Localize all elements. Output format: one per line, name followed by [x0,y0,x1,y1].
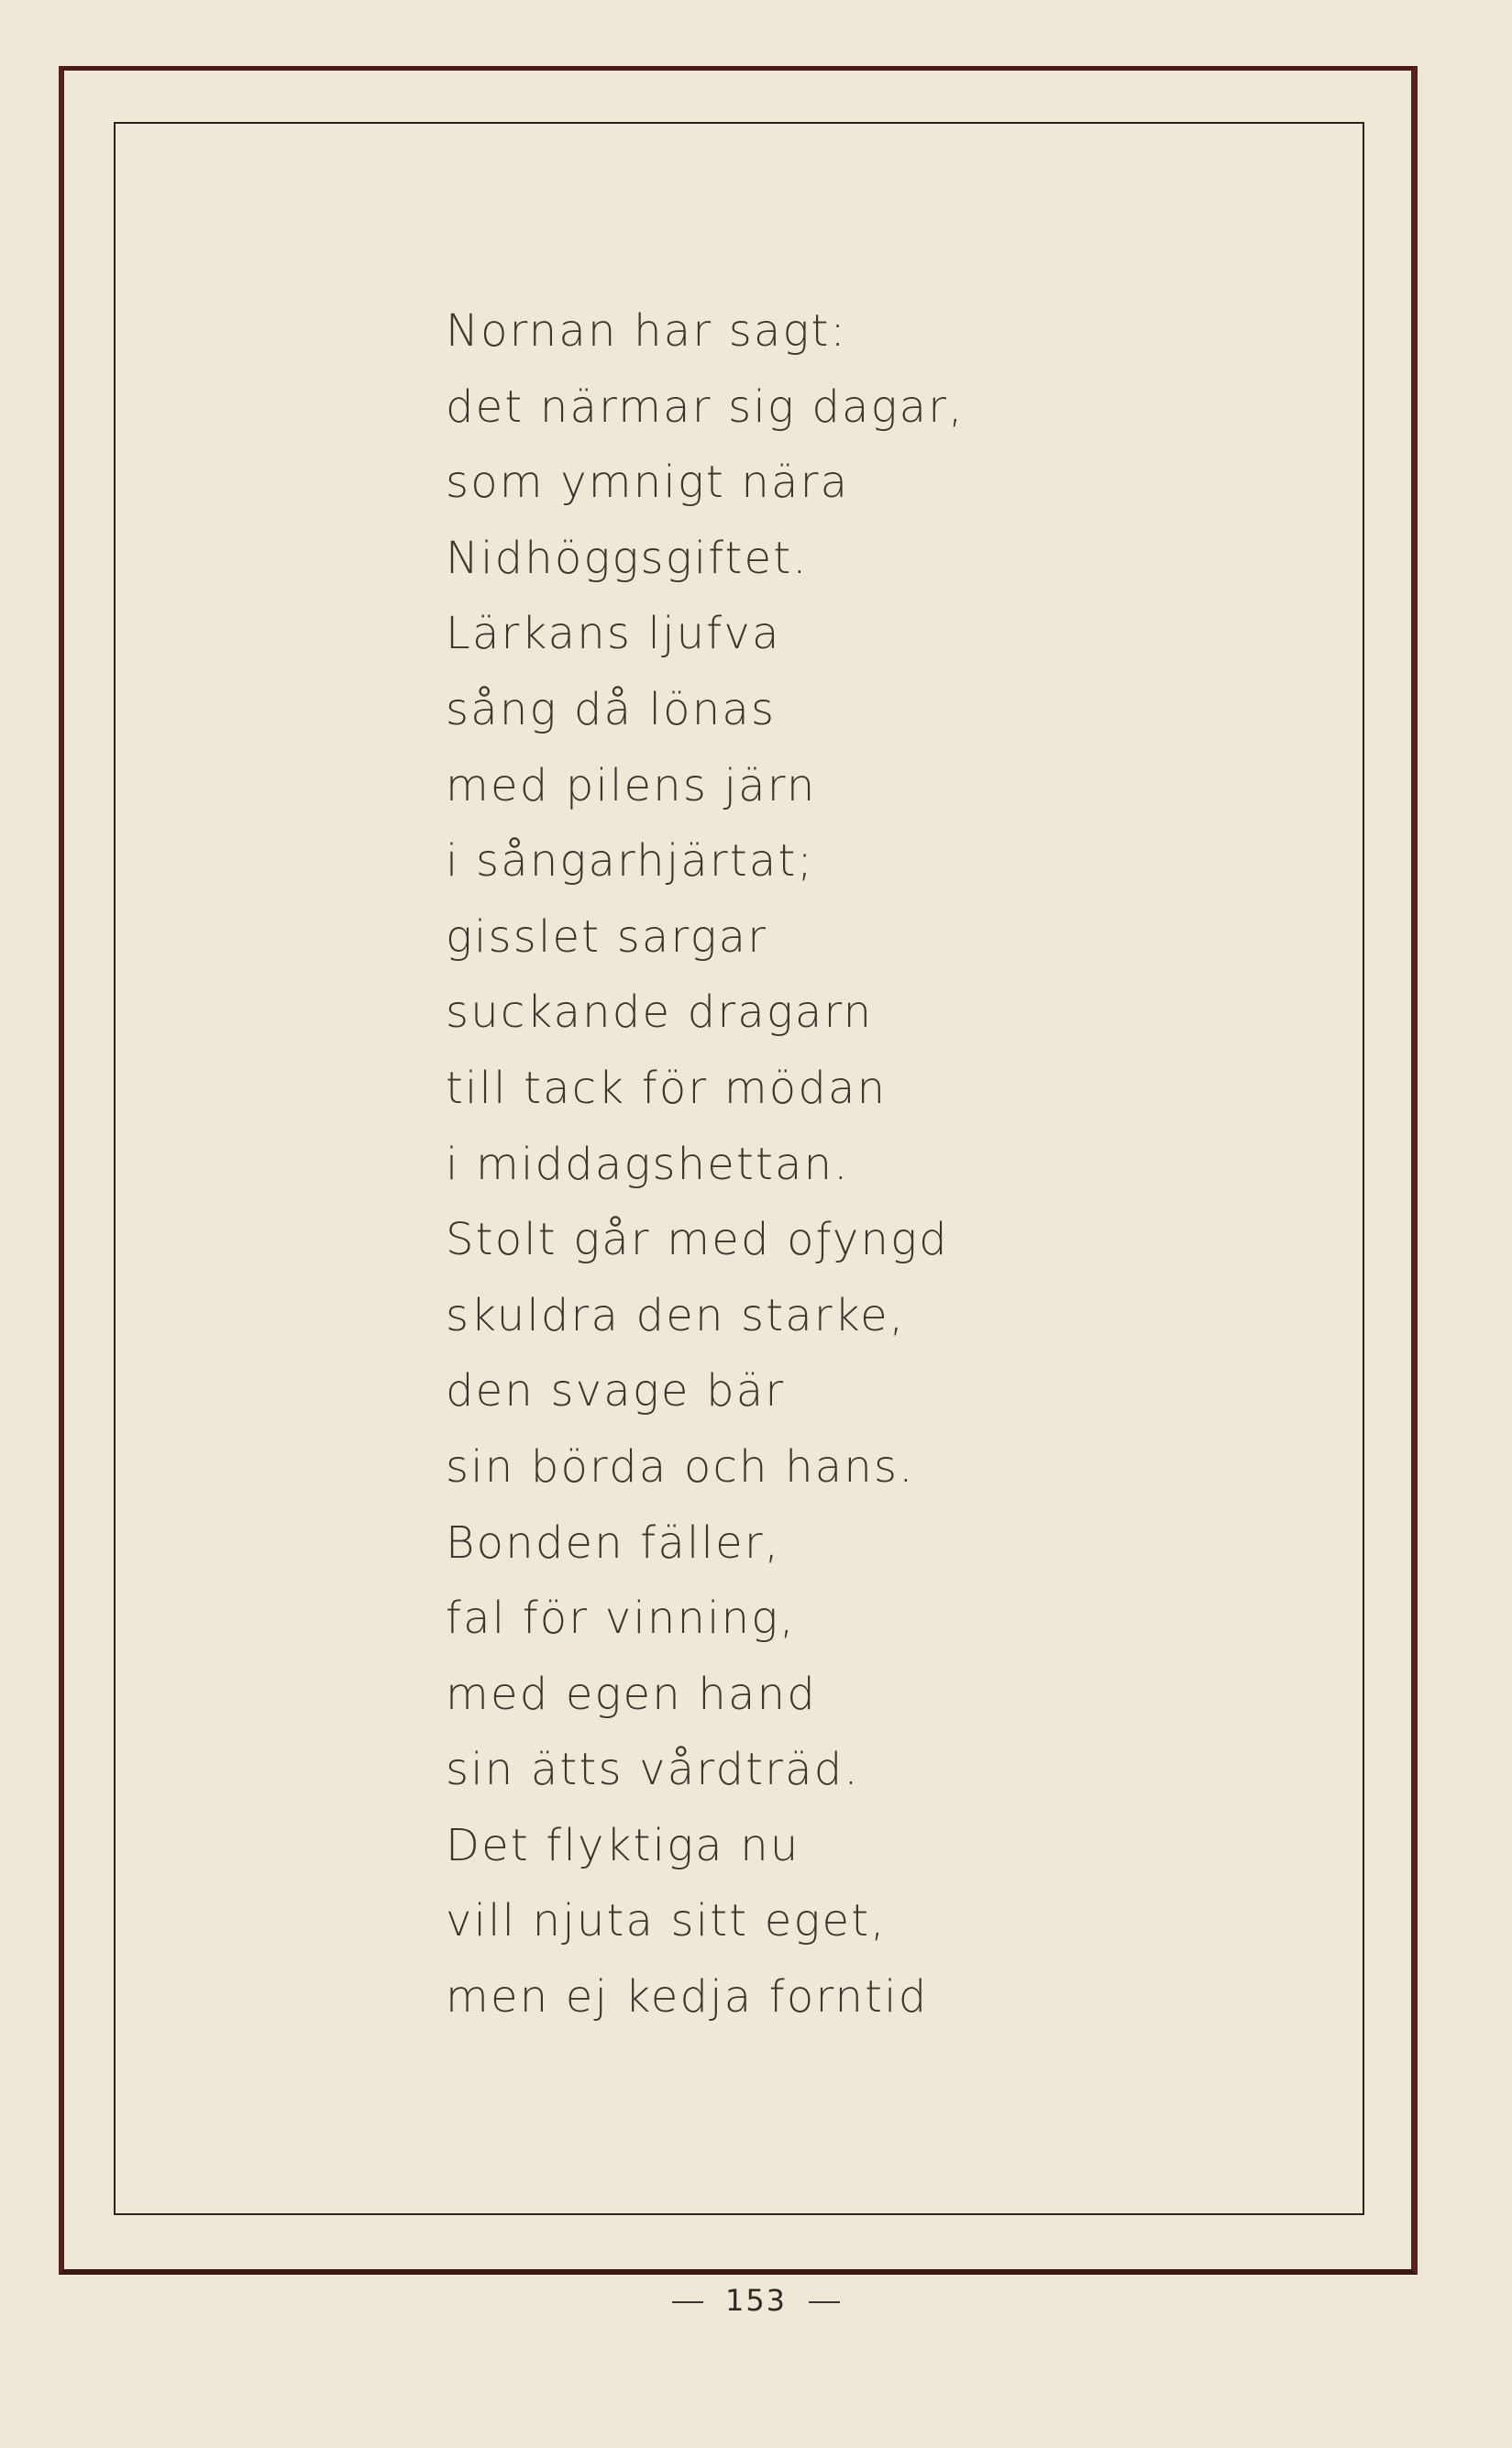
poem-line: men ej kedja forntid [446,1971,929,2023]
poem-line: sin ätts vårdträd. [446,1744,860,1796]
poem-line: Nidhöggsgiftet. [446,532,809,584]
poem-line: med pilens järn [446,759,817,811]
poem-line: sin börda och hans. [446,1440,915,1493]
poem-line: den svage bär [446,1365,786,1417]
poem-line: till tack för mödan [446,1062,888,1114]
poem-line: Lärkans ljufva [446,608,781,660]
left-dash [672,2301,703,2303]
poem-line: i middagshettan. [446,1138,850,1190]
poem-line: skuldra den starke, [446,1289,906,1341]
page-number: 153 [724,2283,788,2318]
poem-text [446,293,1087,2035]
poem-line: suckande dragarn [446,987,874,1039]
poem-line: Stolt går med oƒyngd [446,1214,949,1266]
poem-line: i sångarhjärtat; [446,835,814,888]
poem-line: Nornan har sagt: [446,305,847,357]
page-number-footer [0,2283,1512,2318]
right-dash [809,2301,840,2303]
poem-line: med egen hand [446,1668,817,1720]
poem-line: det närmar sig dagar, [446,380,965,433]
poem-line: Bonden fäller, [446,1516,781,1569]
poem-line: som ymnigt nära [446,457,850,509]
poem-line: Det flyktiga nu [446,1819,800,1871]
poem-line: fal för vinning, [446,1593,796,1645]
poem-line: gisslet sargar [446,910,768,963]
poem-line: sång då lönas [446,683,777,735]
poem-line: vill njuta sitt eget, [446,1895,887,1947]
